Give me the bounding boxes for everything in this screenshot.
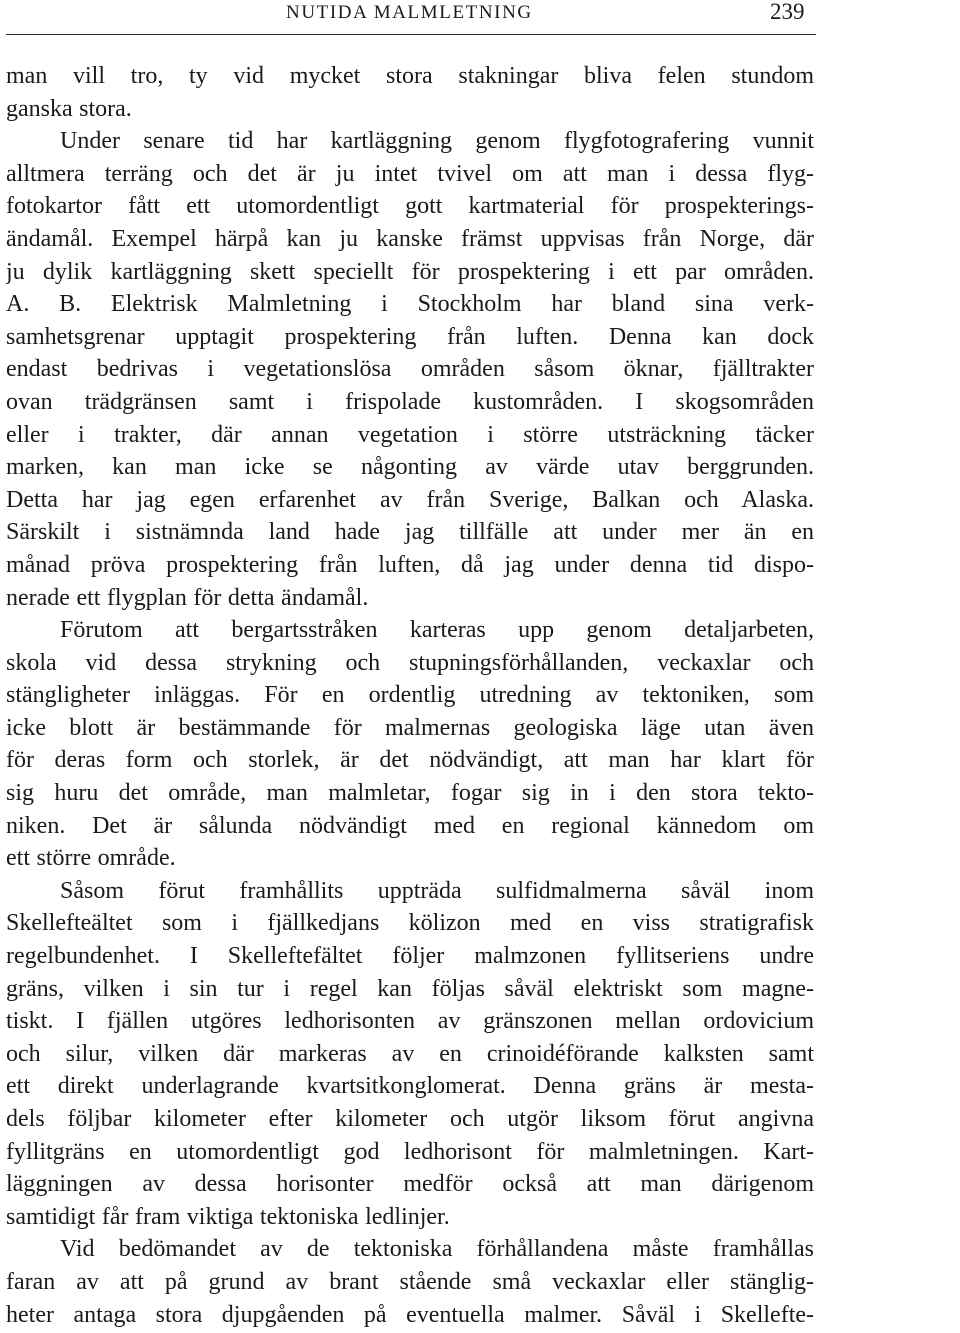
text-line: Vid bedömandet av de tektoniska förhållandena måste framhållas bbox=[60, 1236, 814, 1263]
text-line: regelbundenhet. I Skelleftefältet följer malmzonen fyllitseriens undre bbox=[6, 943, 814, 970]
text-line: Särskilt i sistnämnda land hade jag tillfälle att under mer än en bbox=[6, 519, 814, 546]
page-body-text bbox=[6, 60, 814, 1331]
text-line: endast bedrivas i vegetationslösa områden såsom öknar, fjälltrakter bbox=[6, 356, 814, 383]
text-line: stängligheter inläggas. För en ordentlig utredning av tektoniken, som bbox=[6, 682, 814, 709]
text-line: tiskt. I fjällen utgöres ledhorisonten av gränszonen mellan ordovicium bbox=[6, 1008, 814, 1035]
text-line: eller i trakter, där annan vegetation i större utsträckning täcker bbox=[6, 421, 814, 448]
text-line: fyllitgräns en utomordentligt god ledhorisont för malmletningen. Kart- bbox=[6, 1138, 814, 1165]
text-line: faran av att på grund av brant stående små veckaxlar eller stänglig- bbox=[6, 1268, 814, 1295]
page-number: 239 bbox=[770, 0, 805, 24]
text-line: sig huru det område, man malmletar, fogar sig in i den stora tekto- bbox=[6, 780, 814, 807]
text-line: Detta har jag egen erfarenhet av från Sverige, Balkan och Alaska. bbox=[6, 486, 814, 513]
text-line: niken. Det är sålunda nödvändigt med en regional kännedom om bbox=[6, 812, 814, 839]
text-line: ovan trädgränsen samt i frispolade kustområden. I skogsområden bbox=[6, 388, 814, 415]
header-rule bbox=[6, 34, 816, 35]
text-line: nerade ett flygplan för detta ändamål. bbox=[6, 584, 369, 611]
text-line: gräns, vilken i sin tur i regel kan följas såväl elektriskt som magne- bbox=[6, 975, 814, 1002]
text-line: läggningen av dessa horisonter medför också att man därigenom bbox=[6, 1171, 814, 1198]
text-line: heter antaga stora djupgåenden på eventuella malmer. Såväl i Skellefte- bbox=[6, 1301, 814, 1328]
text-line: man vill tro, ty vid mycket stora stakningar bliva felen stundom bbox=[6, 63, 814, 89]
running-head: NUTIDA MALMLETNING bbox=[286, 2, 533, 23]
text-line: månad pröva prospektering från luften, då jag under denna tid dispo- bbox=[6, 551, 814, 578]
text-line: för deras form och storlek, är det nödvändigt, att man har klart för bbox=[6, 747, 814, 774]
text-line: icke blott är bestämmande för malmernas geologiska läge utan även bbox=[6, 714, 814, 741]
text-line: samtidigt får fram viktiga tektoniska ledlinjer. bbox=[6, 1203, 450, 1230]
text-line: ju dylik kartläggning skett speciellt för prospektering i ett par områden. bbox=[6, 258, 814, 285]
text-line: samhetsgrenar upptagit prospektering från luften. Denna kan dock bbox=[6, 323, 814, 350]
text-line: marken, kan man icke se någonting av värde utav berggrunden. bbox=[6, 454, 814, 481]
text-line: skola vid dessa strykning och stupningsförhållanden, veckaxlar och bbox=[6, 649, 814, 676]
text-line: Förutom att bergartsstråken karteras upp genom detaljarbeten, bbox=[60, 617, 814, 644]
text-line: alltmera terräng och det är ju intet tvivel om att man i dessa flyg- bbox=[6, 160, 814, 187]
text-line: ändamål. Exempel härpå kan ju kanske främst uppvisas från Norge, där bbox=[6, 225, 814, 252]
text-line: Såsom förut framhållits uppträda sulfidmalmerna såväl inom bbox=[60, 877, 814, 904]
text-line: ett direkt underlagrande kvartsitkonglomerat. Denna gräns är mesta- bbox=[6, 1073, 814, 1100]
text-line: fotokartor fått ett utomordentligt gott kartmaterial för prospekterings- bbox=[6, 193, 814, 220]
text-line: dels följbar kilometer efter kilometer och utgör liksom förut angivna bbox=[6, 1106, 814, 1132]
text-line: A. B. Elektrisk Malmletning i Stockholm har bland sina verk- bbox=[6, 291, 814, 318]
text-line: och silur, vilken där markeras av en crinoidéförande kalksten samt bbox=[6, 1040, 814, 1067]
page-header bbox=[0, 0, 960, 36]
text-line: Skellefteältet som i fjällkedjans kölizon med en viss stratigrafisk bbox=[6, 910, 814, 937]
text-line: ett större område. bbox=[6, 845, 176, 872]
text-line: Under senare tid har kartläggning genom flygfotografering vunnit bbox=[60, 128, 814, 155]
text-line: ganska stora. bbox=[6, 95, 132, 122]
